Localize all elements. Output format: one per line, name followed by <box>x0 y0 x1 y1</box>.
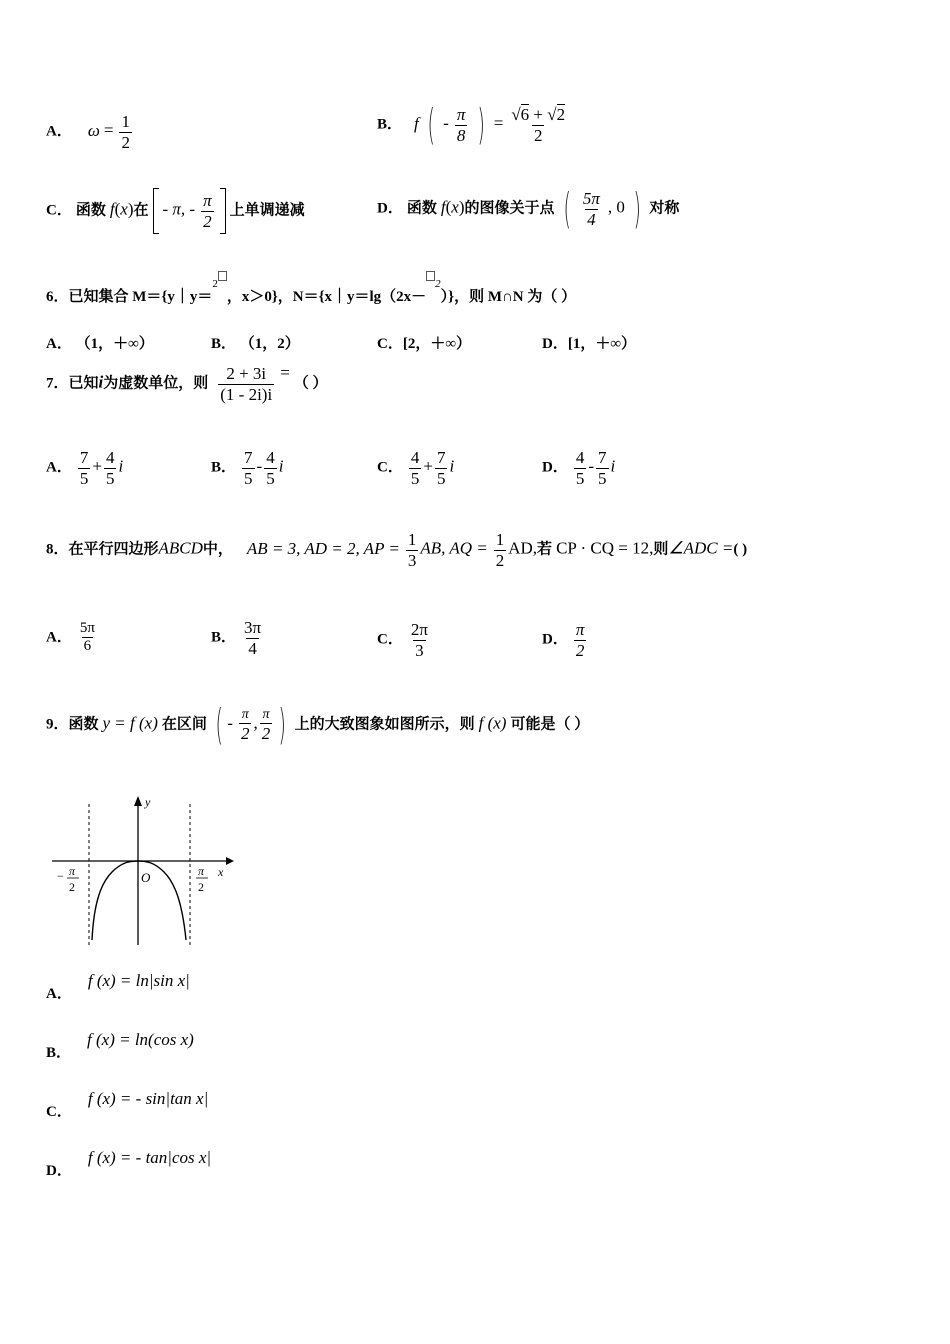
angle: ∠ADC = <box>668 538 734 558</box>
option-label: D． <box>542 459 568 476</box>
minus: - <box>443 113 449 133</box>
right-tick-num: π <box>198 864 205 878</box>
y-arrow-icon <box>134 796 142 806</box>
q9-graph <box>50 790 240 950</box>
q5-option-c[interactable]: C． 函数 f(x)在 - π, - $\frac{\pi}{2}$ 上单调递减 <box>46 188 305 234</box>
minus: - <box>227 713 233 733</box>
option-text: （1，＋∞） <box>75 336 154 352</box>
numerator: 1 <box>407 530 417 549</box>
stem-part: 8．在平行四边形 <box>46 541 159 558</box>
q8-option-c[interactable] <box>377 620 432 660</box>
function: f (x) <box>478 713 507 733</box>
shape-name: ABCD <box>158 538 203 558</box>
fraction <box>119 112 132 152</box>
fraction <box>409 620 430 660</box>
q7-stem <box>46 364 328 404</box>
numerator: π <box>262 706 270 722</box>
exponent: 2 <box>212 278 218 290</box>
operator: + <box>92 456 102 476</box>
func-f: f <box>109 199 115 219</box>
y-axis-label: y <box>145 795 151 809</box>
stem-part: 为虚数单位，则 <box>103 375 209 392</box>
condition: AB = 3, AD = 2, AP = <box>246 538 400 558</box>
left-tick-sign: − <box>57 869 64 883</box>
option-label: A． <box>46 336 72 352</box>
fraction <box>239 707 252 744</box>
q6-option-c[interactable] <box>377 332 471 353</box>
denominator: 5 <box>436 468 446 488</box>
origin-label: O <box>141 870 151 885</box>
option-label: D． <box>542 631 568 648</box>
fraction <box>406 530 419 570</box>
fraction <box>78 620 97 656</box>
denominator: 5 <box>575 468 585 488</box>
denominator: 4 <box>587 209 596 229</box>
var-x: x <box>120 199 128 219</box>
curve <box>92 861 186 940</box>
option-label: C． <box>46 202 72 219</box>
denominator: 3 <box>415 640 424 660</box>
q7-option-a[interactable] <box>46 448 123 488</box>
imag-unit: i <box>278 456 284 476</box>
q5-option-d[interactable]: D． 函数 f(x)的图像关于点 ( $\frac{5\pi}{4}$ , 0 ) 对称 <box>377 184 680 233</box>
q9-option-d[interactable] <box>46 1147 212 1179</box>
option-label: B． <box>377 116 403 133</box>
denominator: 5 <box>244 468 253 488</box>
answer-paren: ( ) <box>733 541 748 558</box>
option-label: A． <box>46 123 72 140</box>
q6-option-b[interactable] <box>211 332 300 353</box>
option-label: C． <box>377 336 403 352</box>
left-tick-den: 2 <box>69 880 75 894</box>
numerator: π <box>241 706 249 722</box>
imag-unit: i <box>449 456 455 476</box>
text: 在 <box>133 202 149 219</box>
option-label: A． <box>46 629 72 646</box>
paren-right: ) <box>278 700 287 749</box>
option-text: （1，2） <box>239 336 300 352</box>
stem-part: 上的大致图象如图所示，则 <box>294 716 475 733</box>
plus: + <box>533 104 544 124</box>
option-expr: f (x) = - sin|tan x| <box>87 1089 209 1108</box>
x-arrow-icon <box>226 857 234 865</box>
x-axis-label: x <box>218 865 224 879</box>
q9-option-a[interactable] <box>46 970 190 1002</box>
fraction <box>455 105 468 145</box>
right-tick-den: 2 <box>198 880 204 894</box>
numerator: 4 <box>575 448 585 467</box>
q5-option-b[interactable] <box>377 100 569 149</box>
option-label: D． <box>46 1163 72 1179</box>
q8-option-a[interactable] <box>46 620 99 656</box>
q7-option-d[interactable] <box>542 448 615 488</box>
q8-option-d[interactable] <box>542 620 588 660</box>
stem-part: ，x＞0}，N＝{x｜y＝lg（2x－ <box>226 289 427 305</box>
denominator: 2 <box>533 125 543 145</box>
coordinate: , 0 <box>607 197 625 217</box>
text: 的图像关于点 <box>464 200 555 217</box>
q6-stem <box>46 278 577 306</box>
numerator: 7 <box>436 448 446 467</box>
option-label: A． <box>46 459 72 476</box>
numerator: 4 <box>410 448 420 467</box>
stem-part: 在区间 <box>161 716 207 733</box>
paren-left: ( <box>563 184 571 233</box>
option-expr: f (x) = ln(cos x) <box>87 1030 194 1049</box>
denominator: 2 <box>261 723 271 743</box>
interval-start: - π, - <box>162 199 196 219</box>
paren-right: ) <box>477 100 486 149</box>
option-label: C． <box>377 459 403 476</box>
numerator: 2 + 3i <box>226 364 267 383</box>
stem-part: 则 <box>653 541 669 558</box>
q8-stem <box>46 530 747 570</box>
denominator: 8 <box>456 125 466 145</box>
imag-unit: i <box>610 456 616 476</box>
numerator: 1 <box>121 112 130 131</box>
omega: ω <box>87 120 100 140</box>
option-label: B． <box>46 1045 72 1061</box>
numerator: 7 <box>244 448 253 467</box>
fraction <box>574 448 587 488</box>
option-text: [1，＋∞） <box>567 336 637 352</box>
fraction <box>201 191 214 231</box>
option-label: B． <box>211 459 237 476</box>
left-tick-num: π <box>69 864 76 878</box>
fraction <box>581 189 602 229</box>
fraction <box>218 364 274 404</box>
func-f: f <box>440 197 446 217</box>
option-expr: f (x) = ln|sin x| <box>87 971 190 990</box>
radicand: 6 <box>520 104 530 124</box>
denominator: 3 <box>407 550 417 570</box>
option-label: B． <box>211 336 237 352</box>
fraction <box>104 448 117 488</box>
fraction <box>435 448 448 488</box>
q6-option-a[interactable] <box>46 332 154 353</box>
fraction <box>596 448 609 488</box>
option-label: A． <box>46 986 72 1002</box>
option-label: D． <box>542 336 568 352</box>
numerator: √6 + √2 <box>511 104 566 124</box>
comma: , <box>253 713 258 733</box>
imag-unit: i <box>98 372 104 392</box>
option-text: [2，＋∞） <box>402 336 472 352</box>
stem-part: 中， <box>202 541 233 558</box>
denominator: 5 <box>105 468 115 488</box>
func-f: f <box>414 113 419 133</box>
q8-option-b[interactable] <box>211 618 265 658</box>
fraction <box>242 448 255 488</box>
bracket-right <box>220 188 226 234</box>
condition: AD, <box>508 538 538 558</box>
text: 上单调递减 <box>229 202 305 219</box>
denominator: 6 <box>83 638 92 655</box>
denominator: 2 <box>575 640 585 660</box>
q7-option-b[interactable] <box>211 448 283 488</box>
numerator: π <box>203 190 212 210</box>
function: y = f (x) <box>102 713 158 733</box>
denominator: 5 <box>410 468 420 488</box>
text: 函数 <box>75 202 106 219</box>
numerator: 3π <box>244 618 262 637</box>
option-expr: f (x) = - tan|cos x| <box>87 1148 212 1167</box>
paren-left: ( <box>427 100 435 149</box>
operator: - <box>588 456 595 476</box>
operator: + <box>423 456 433 476</box>
numerator: 2π <box>410 620 428 639</box>
q9-stem <box>46 700 590 749</box>
numerator: 4 <box>266 448 275 467</box>
q9-option-b[interactable] <box>46 1029 194 1061</box>
stem-part: 6．已知集合 M＝{y｜y＝ <box>46 289 213 305</box>
numerator: π <box>575 620 585 639</box>
exponent: 2 <box>435 278 441 290</box>
paren-right: ) <box>633 184 641 233</box>
stem-part: 9．函数 <box>46 716 99 733</box>
numerator: π <box>456 104 466 124</box>
fraction <box>574 620 587 660</box>
numerator: 7 <box>79 448 89 467</box>
text: 对称 <box>649 200 680 217</box>
denominator: 2 <box>121 132 130 152</box>
fraction <box>242 618 263 658</box>
numerator: 5π <box>79 620 95 636</box>
q9-option-c[interactable] <box>46 1088 209 1120</box>
imag-unit: i <box>118 456 124 476</box>
bracket-left <box>153 188 159 234</box>
paren-left: ( <box>215 700 223 749</box>
fraction <box>264 448 277 488</box>
option-label: B． <box>211 629 237 646</box>
numerator: 7 <box>598 448 607 467</box>
fraction <box>509 105 567 145</box>
missing-glyph <box>218 271 227 281</box>
denominator: 2 <box>203 211 212 231</box>
var-x: x <box>451 197 459 217</box>
fraction <box>260 707 273 744</box>
numerator: 4 <box>105 448 115 467</box>
text: 函数 <box>406 200 437 217</box>
denominator: 2 <box>495 550 505 570</box>
equals: = <box>493 113 504 133</box>
stem-part: 若 <box>537 541 553 558</box>
fraction <box>409 448 422 488</box>
option-label: C． <box>377 631 403 648</box>
denominator: 4 <box>248 638 257 658</box>
q5-option-a[interactable] <box>46 112 134 152</box>
option-label: D． <box>377 200 403 217</box>
denominator: (1 - 2i)i <box>220 384 273 404</box>
operator: - <box>256 456 263 476</box>
numerator: 1 <box>495 530 505 549</box>
stem-part: ）}，则 M∩N 为（ ） <box>440 289 577 305</box>
denominator: 5 <box>79 468 89 488</box>
condition: CP · CQ = 12, <box>556 538 654 558</box>
answer-paren: （ ） <box>293 375 328 392</box>
q7-option-c[interactable] <box>377 448 454 488</box>
condition: AB, AQ = <box>420 538 488 558</box>
denominator: 5 <box>598 468 607 488</box>
equals: = <box>103 120 114 140</box>
option-label: C． <box>46 1104 72 1120</box>
fraction <box>494 530 507 570</box>
radicand: 2 <box>556 104 566 124</box>
fraction <box>78 448 91 488</box>
denominator: 2 <box>240 723 250 743</box>
q6-option-d[interactable] <box>542 332 636 353</box>
numerator: 5π <box>582 188 600 208</box>
stem-part: 可能是（ ） <box>510 716 590 733</box>
stem-part: 7．已知 <box>46 375 99 392</box>
equals: = <box>280 362 290 382</box>
denominator: 5 <box>266 468 275 488</box>
missing-glyph <box>426 271 435 281</box>
